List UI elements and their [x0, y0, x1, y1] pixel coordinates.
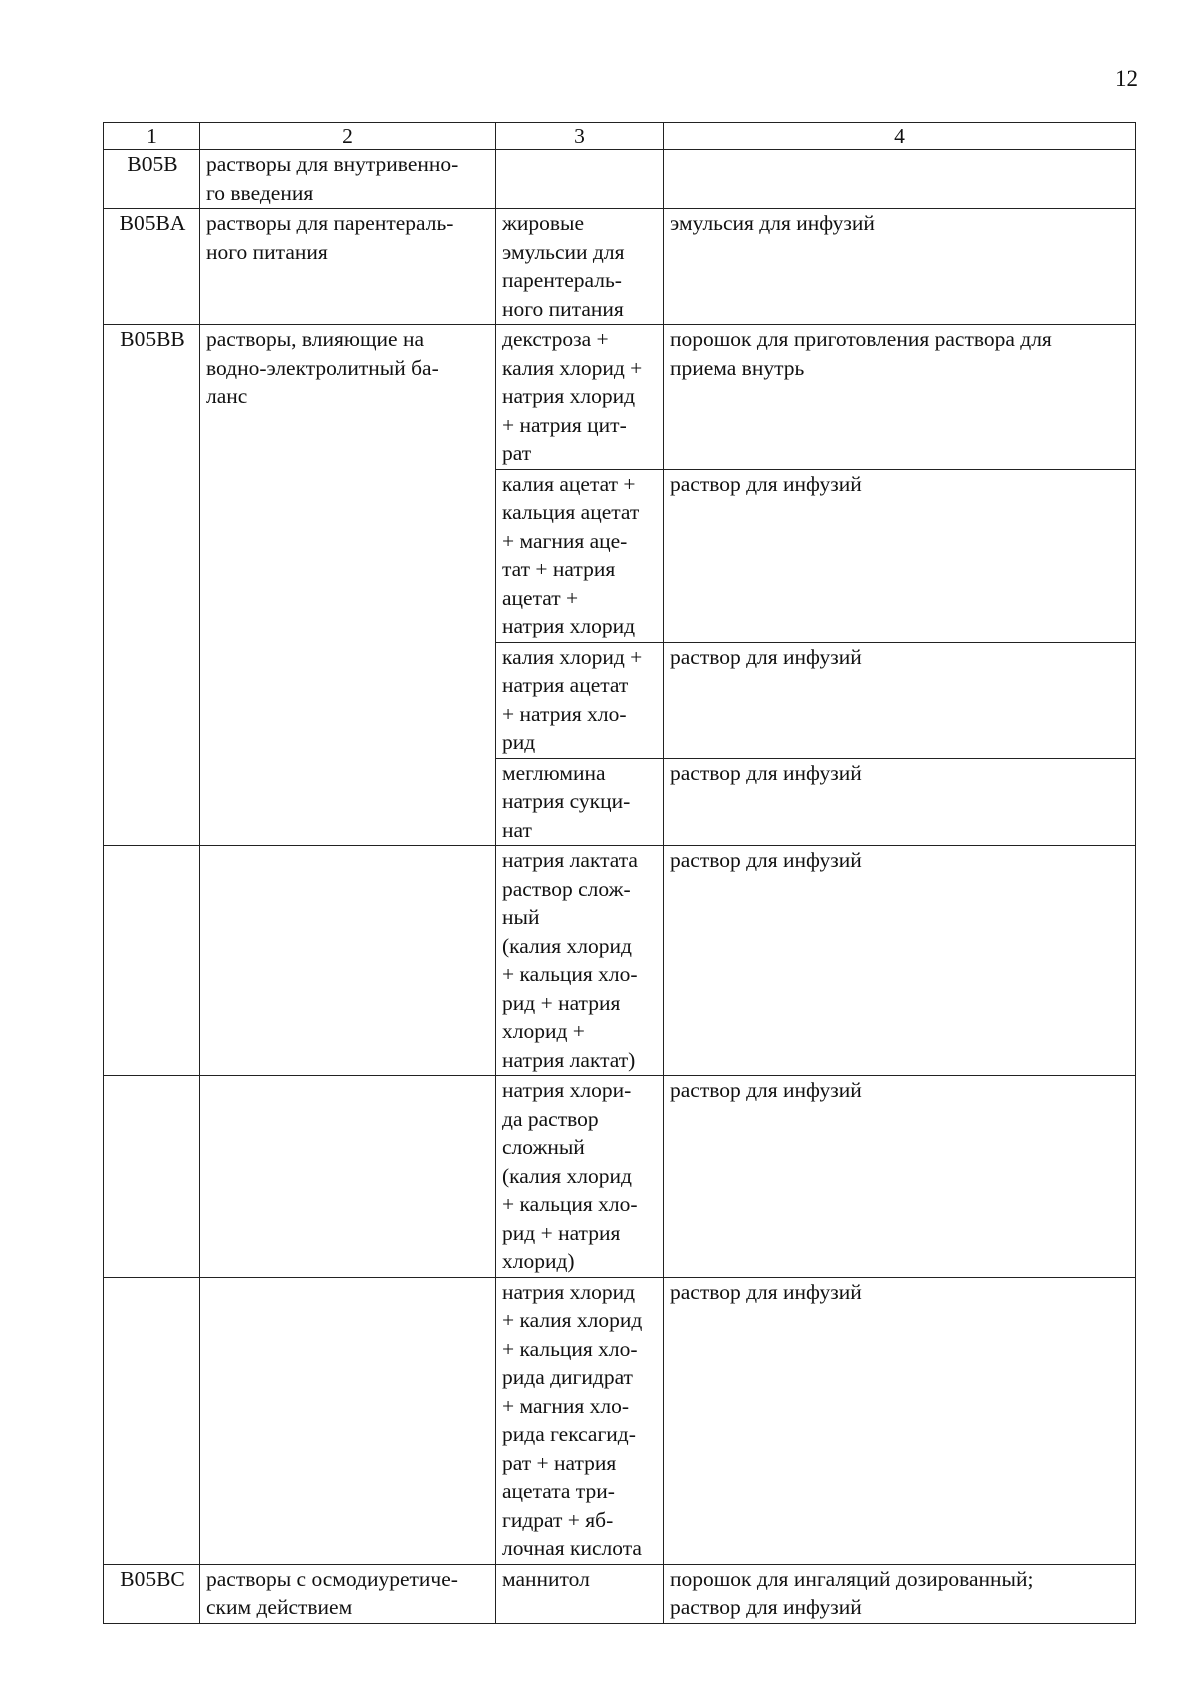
drug-name: маннитол — [496, 1564, 664, 1623]
dosage-form: раствор для инфузий — [664, 1076, 1136, 1278]
dosage-form: раствор для инфузий — [664, 642, 1136, 758]
drug-name: меглюмина натрия сукци- нат — [496, 758, 664, 846]
dosage-form: раствор для инфузий — [664, 758, 1136, 846]
group-name: растворы с осмодиуретиче- ским действием — [200, 1564, 496, 1623]
dosage-form — [664, 150, 1136, 209]
atc-code — [104, 1076, 200, 1278]
drug-name: калия ацетат + кальция ацетат + магния аце- тат + натрия ацетат + натрия хлорид — [496, 469, 664, 642]
group-name: растворы, влияющие на водно-электролитный ба- ланс — [200, 325, 496, 846]
column-header: 4 — [664, 123, 1136, 150]
dosage-form: эмульсия для инфузий — [664, 209, 1136, 325]
drug-name: декстроза + калия хлорид + натрия хлорид + натрия цит- рат — [496, 325, 664, 470]
atc-code: B05BB — [104, 325, 200, 846]
page-number: 12 — [1115, 66, 1138, 91]
drug-name: натрия лактата раствор слож- ный (калия хлорид + кальция хло- рид + натрия хлорид + натрия лактат) — [496, 846, 664, 1076]
group-name: растворы для внутривенно- го введения — [200, 150, 496, 209]
table-row — [104, 325, 1136, 470]
dosage-form: порошок для ингаляций дозированный; раствор для инфузий — [664, 1564, 1136, 1623]
header-row — [104, 123, 1136, 150]
column-header: 2 — [200, 123, 496, 150]
table-row — [104, 150, 1136, 209]
atc-code: B05BA — [104, 209, 200, 325]
group-name — [200, 1277, 496, 1564]
group-name: растворы для парентераль- ного питания — [200, 209, 496, 325]
column-header: 1 — [104, 123, 200, 150]
atc-code — [104, 846, 200, 1076]
table-row — [104, 846, 1136, 1076]
drug-name — [496, 150, 664, 209]
drug-name: натрия хлори- да раствор сложный (калия хлорид + кальция хло- рид + натрия хлорид) — [496, 1076, 664, 1278]
table-row — [104, 1564, 1136, 1623]
dosage-form: раствор для инфузий — [664, 1277, 1136, 1564]
drug-name: калия хлорид + натрия ацетат + натрия хло- рид — [496, 642, 664, 758]
group-name — [200, 1076, 496, 1278]
column-header: 3 — [496, 123, 664, 150]
table-row — [104, 1076, 1136, 1278]
atc-code: B05B — [104, 150, 200, 209]
atc-code: B05BC — [104, 1564, 200, 1623]
group-name — [200, 846, 496, 1076]
medication-table — [103, 122, 1136, 1624]
table-row — [104, 209, 1136, 325]
drug-name: натрия хлорид + калия хлорид + кальция хло- рида дигидрат + магния хло- рида гексагид- рат + натрия ацетата три- гидрат + яб- лочная кислота — [496, 1277, 664, 1564]
dosage-form: раствор для инфузий — [664, 846, 1136, 1076]
table-row — [104, 1277, 1136, 1564]
atc-code — [104, 1277, 200, 1564]
dosage-form: раствор для инфузий — [664, 469, 1136, 642]
drug-name: жировые эмульсии для парентераль- ного питания — [496, 209, 664, 325]
dosage-form: порошок для приготовления раствора для приема внутрь — [664, 325, 1136, 470]
